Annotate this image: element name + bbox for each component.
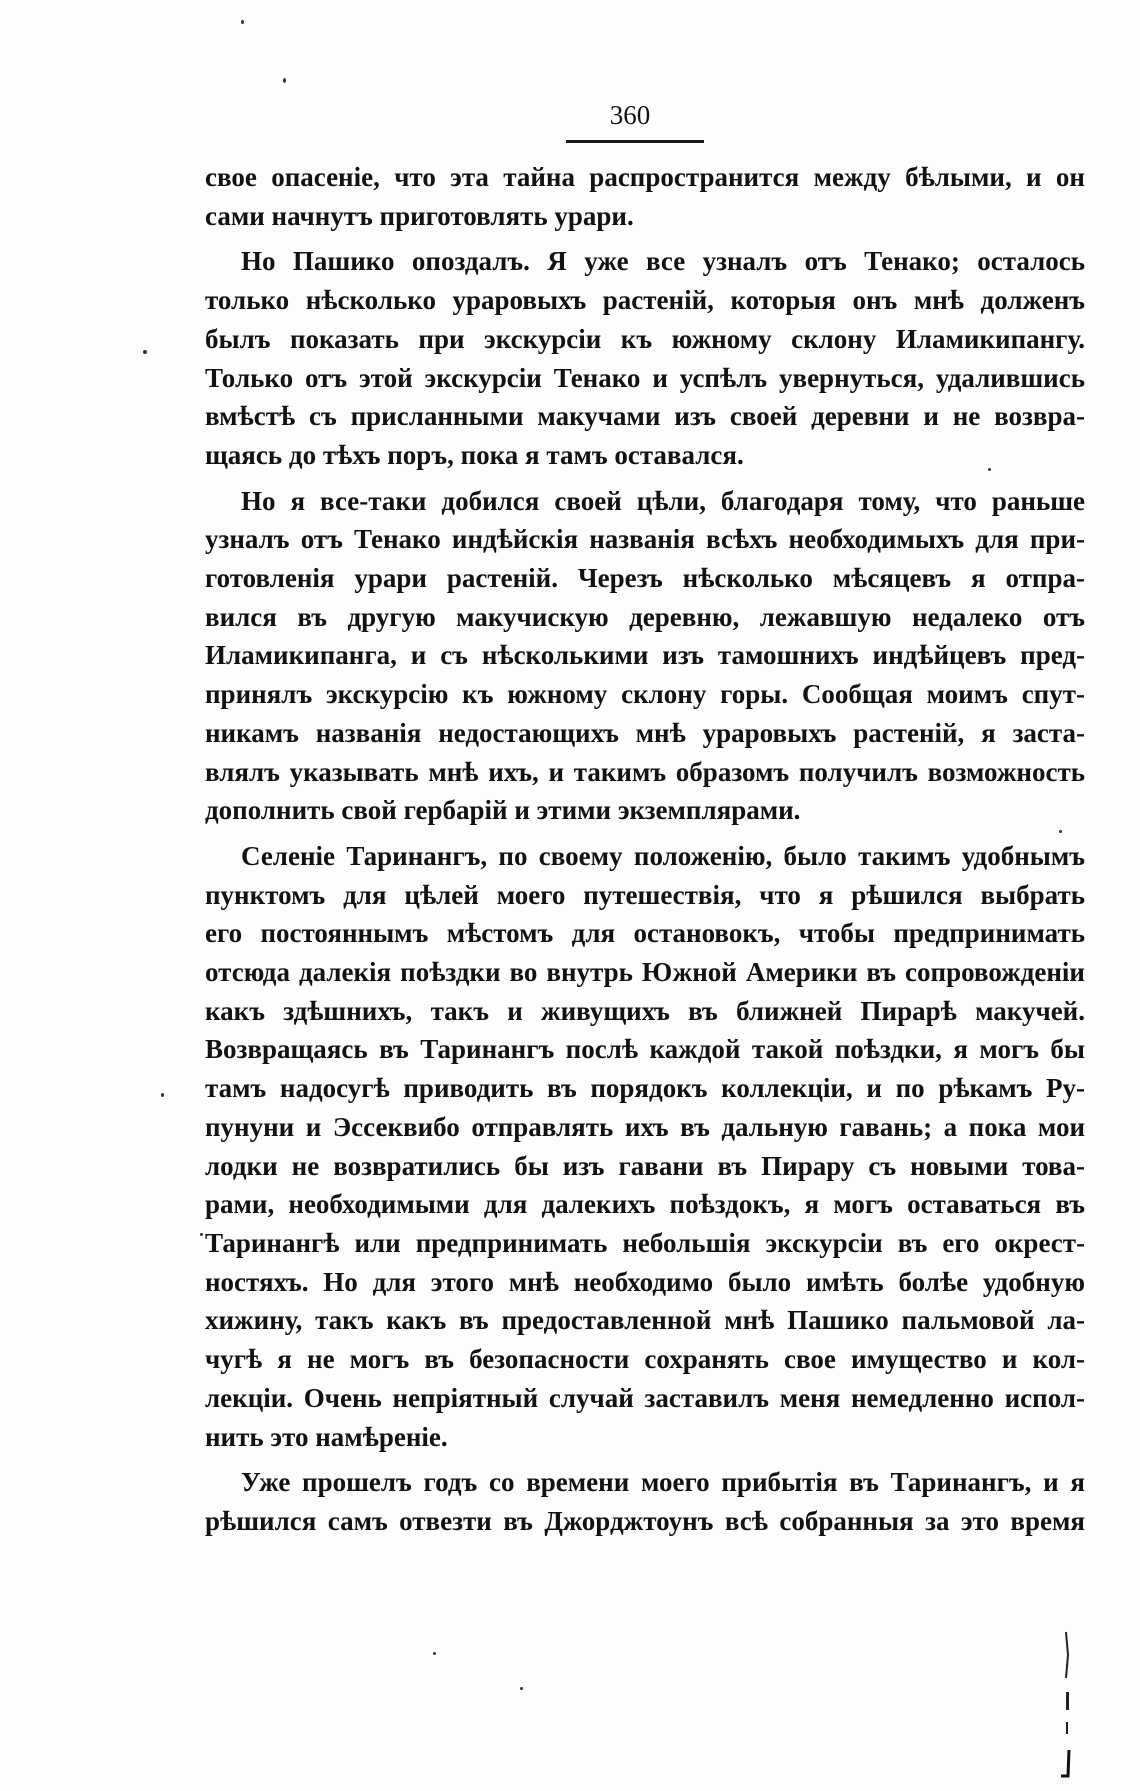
paragraph [205,482,1085,830]
paragraph [205,1463,1085,1540]
text-line: его постояннымъ мѣстомъ для остановокъ, чтобы предпринимать [205,918,1085,949]
scan-speck [161,1093,164,1097]
text-line: тамъ надосугѣ приводить въ порядокъ коллекціи, и по рѣкамъ Ру- [205,1073,1085,1104]
scan-speck [143,350,147,354]
text-line: принялъ экскурсію къ южному склону горы. Сообщая моимъ спут- [205,679,1085,710]
text-line: никамъ названія недостающихъ мнѣ ураровыхъ растеній, я заста- [205,717,1085,748]
text-line: Селеніе Таринангъ, по своему положенію, было такимъ удобнымъ [241,840,1085,871]
text-line: щаясь до тѣхъ поръ, пока я тамъ оставался. [205,439,744,470]
paragraph [205,837,1085,1456]
body-text [205,158,1085,1541]
page-number-rule [566,140,704,143]
text-line: дополнить свой гербарій и этими экземплярами. [205,795,801,826]
text-line: Но Пашико опоздалъ. Я уже все узналъ отъ Тенако; осталось [241,246,1085,277]
text-line: былъ показать при экскурсіи къ южному склону Иламикипангу. [205,323,1085,354]
text-line: только нѣсколько ураровыхъ растеній, которыя онъ мнѣ долженъ [205,285,1085,316]
text-line: рѣшился самъ отвезти въ Джорджтоунъ всѣ собранныя за это время [205,1505,1085,1536]
text-line: узналъ отъ Тенако индѣйскія названія всѣхъ необходимыхъ для при- [205,524,1085,555]
margin-marks-drawing [1058,1630,1078,1780]
text-line: вился въ другую макучискую деревню, лежавшую недалеко отъ [205,601,1085,632]
text-line: чугѣ я не могъ въ безопасности сохранять свое имущество и кол- [205,1344,1085,1375]
scan-speck [520,1687,523,1690]
paragraph [205,158,1085,235]
text-line: какъ здѣшнихъ, такъ и живущихъ въ ближней Пирарѣ макучей. [205,995,1085,1026]
text-line: сами начнутъ приготовлять урари. [205,200,634,231]
text-line: пунктомъ для цѣлей моего путешествія, что я рѣшился выбрать [205,879,1085,910]
scan-speck [241,20,244,24]
text-line: Только отъ этой экскурсіи Тенако и успѣлъ увернуться, удалившись [205,362,1085,393]
text-line: Но я все-таки добился своей цѣли, благодаря тому, что раньше [241,485,1085,516]
text-line: Таринангѣ или предпринимать небольшія экскурсіи въ его окрест- [205,1227,1085,1258]
paragraph [205,242,1085,474]
text-line: влялъ указывать мнѣ ихъ, и такимъ образомъ получилъ возможность [205,756,1085,787]
text-line: Иламикипанга, и съ нѣсколькими изъ тамошнихъ индѣйцевъ пред- [205,640,1085,671]
scan-speck [988,468,991,471]
text-line: вмѣстѣ съ присланными макучами изъ своей деревни и не возвра- [205,401,1085,432]
scan-speck [200,1233,203,1236]
text-line: хижину, такъ какъ въ предоставленной мнѣ Пашико пальмовой ла- [205,1305,1085,1336]
text-line: рами, необходимыми для далекихъ поѣздокъ, я могъ оставаться въ [205,1189,1085,1220]
scan-speck [1059,830,1062,833]
text-line: пунуни и Эссеквибо отправлять ихъ въ дальную гавань; а пока мои [205,1111,1085,1142]
text-line: отсюда далекія поѣздки во внутрь Южной Америки въ сопровожденіи [205,957,1085,988]
text-line: ностяхъ. Но для этого мнѣ необходимо было имѣть болѣе удобную [205,1266,1085,1297]
text-line: лодки не возвратились бы изъ гавани въ Пирару съ новыми това- [205,1150,1085,1181]
margin-marks [1058,1630,1078,1780]
text-line: нить это намѣреніе. [205,1421,448,1452]
text-line: Возвращаясь въ Таринангъ послѣ каждой такой поѣздки, я могъ бы [205,1034,1085,1065]
text-line: свое опасеніе, что эта тайна распространится между бѣлыми, и он [205,162,1085,192]
page-number: 360 [609,100,651,130]
scan-speck [433,1652,436,1655]
text-line: лекціи. Очень непріятный случай заставилъ меня немедленно испол- [205,1382,1085,1413]
text-line: готовленія урари растеній. Черезъ нѣсколько мѣсяцевъ я отпра- [205,563,1085,594]
scan-speck [283,78,286,83]
text-line: Уже прошелъ годъ со времени моего прибытія въ Таринангъ, и я [241,1467,1085,1498]
